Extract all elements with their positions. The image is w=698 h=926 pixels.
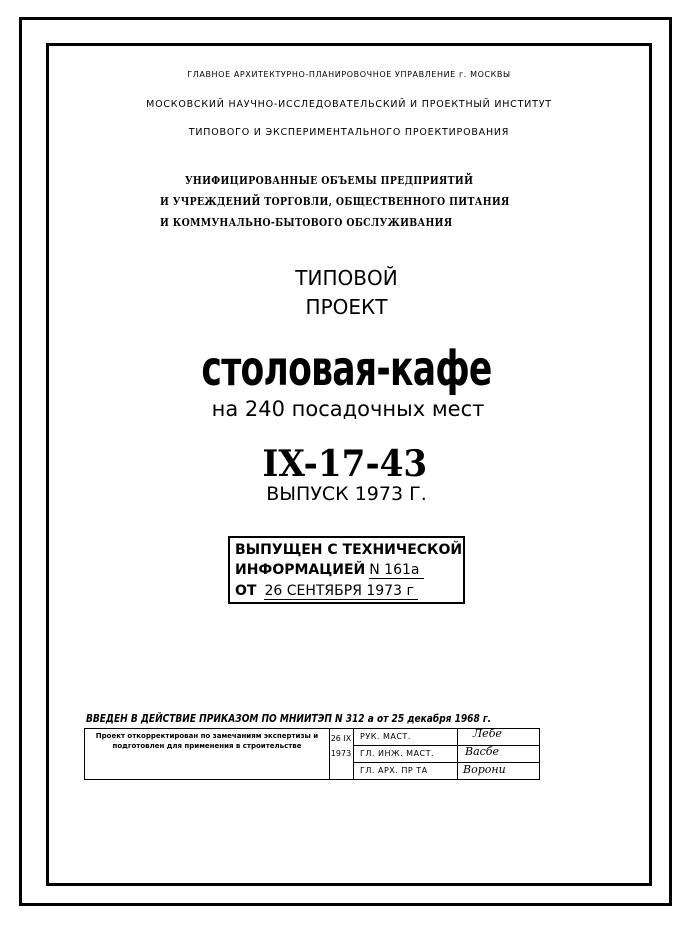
approval-table: [84, 728, 540, 780]
role-chief-architect: ГЛ. АРХ. ПР ТА: [360, 766, 428, 775]
project-code-text: IX-17-43: [262, 443, 428, 485]
org-line-2: МОСКОВСКИЙ НАУЧНО-ИССЛЕДОВАТЕЛЬСКИЙ И ПРОЕКТНЫЙ ИНСТИТУТ: [146, 99, 552, 110]
signature-3: Ворони: [463, 763, 506, 776]
org-line-1: ГЛАВНОЕ АРХИТЕКТУРНО-ПЛАНИРОВОЧНОЕ УПРАВЛЕНИЕ г. МОСКВЫ: [187, 70, 511, 79]
org-line-3: ТИПОВОГО И ЭКСПЕРИМЕНТАЛЬНОГО ПРОЕКТИРОВАНИЯ: [188, 127, 510, 138]
stamp-line-2: [235, 562, 424, 579]
project-title-text: столовая-кафе: [201, 341, 493, 397]
unified-line-1: УНИФИЦИРОВАННЫЕ ОБЪЕМЫ ПРЕДПРИЯТИЙ: [185, 174, 474, 187]
stamp-date-label: ОТ: [235, 583, 257, 599]
table-date-day: 26 IX: [330, 734, 352, 743]
signature-1: Лебе: [473, 727, 502, 740]
project-type-line-2: ПРОЕКТ: [305, 295, 388, 319]
unified-line-3: И КОММУНАЛЬНО-БЫТОВОГО ОБСЛУЖИВАНИЯ: [160, 216, 453, 229]
role-chief-engineer: ГЛ. ИНЖ. МАСТ.: [360, 749, 435, 758]
stamp-info-label: ИНФОРМАЦИЕЙ: [235, 562, 366, 578]
table-row-divider: [353, 745, 539, 746]
stamp-line-3: [235, 583, 418, 600]
role-chief-workshop: РУК. МАСТ.: [360, 732, 411, 741]
stamp-date-value: 26 СЕНТЯБРЯ 1973 г: [264, 583, 417, 600]
tech-info-stamp: [228, 536, 465, 604]
unified-line-2: И УЧРЕЖДЕНИЙ ТОРГОВЛИ, ОБЩЕСТВЕННОГО ПИТАНИЯ: [160, 195, 510, 208]
project-code: [0, 443, 698, 485]
project-title: [0, 341, 698, 397]
table-date-year: 1973: [330, 749, 352, 758]
correction-note: Проект откорректирован по замечаниям экспертизы и подготовлен для применения в строительстве: [95, 732, 319, 750]
table-divider: [353, 729, 354, 779]
stamp-line-1: ВЫПУЩЕН С ТЕХНИЧЕСКОЙ: [235, 542, 463, 558]
stamp-info-number: N 161а: [369, 562, 424, 579]
signature-2: Васбе: [465, 745, 500, 758]
table-divider: [457, 729, 458, 779]
project-seats: на 240 посадочных мест: [211, 397, 485, 421]
table-row-divider: [353, 762, 539, 763]
enacted-order-line: ВВЕДЕН В ДЕЙСТВИЕ ПРИКАЗОМ ПО МНИИТЭП N 312 а от 25 декабря 1968 г.: [86, 713, 492, 725]
project-issue: ВЫПУСК 1973 Г.: [266, 483, 427, 505]
project-type-line-1: ТИПОВОЙ: [295, 266, 398, 290]
